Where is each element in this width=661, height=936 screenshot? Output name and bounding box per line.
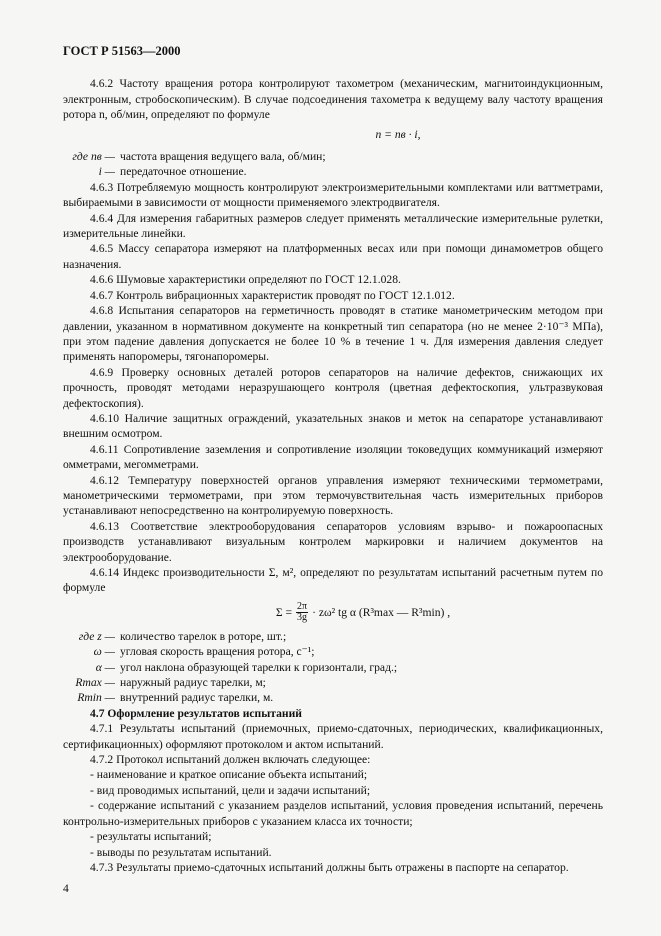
where-item — [63, 149, 603, 164]
where-item — [63, 644, 603, 659]
list-item: - вид проводимых испытаний, цели и задачи испытаний; — [90, 783, 371, 797]
where-text: частота вращения ведущего вала, об/мин; — [120, 150, 326, 164]
where-symbol: Rmax — — [75, 676, 115, 690]
para-4-6-3: 4.6.3 Потребляемую мощность контролируют электроизмерительными комплектами или ваттметрами, выбираемыми в зависимости от мощности применяемого электродвигателя. — [63, 180, 603, 210]
fraction-denominator: 3g — [297, 611, 308, 623]
para-4-6-2: 4.6.2 Частоту вращения ротора контролируют тахометром (механическим, магнитоиндукционным, электронным, стробоскопическим). В случае подсоединения тахометра к ведущему валу частоту вращения ротора n, об/мин, определяют по формуле — [63, 77, 603, 122]
where-item — [63, 690, 603, 705]
formula-capacity-index — [63, 602, 603, 623]
para-4-7-2: 4.7.2 Протокол испытаний должен включать следующее: — [90, 753, 371, 767]
list-item: - содержание испытаний с указанием разделов испытаний, условия проведения испытаний, перечень контрольно-измерительных приборов с указанием класса их точности; — [63, 799, 603, 828]
where-symbol: где z — — [78, 629, 115, 643]
para-4-6-6: 4.6.6 Шумовые характеристики определяют по ГОСТ 12.1.028. — [90, 273, 401, 287]
section-heading-4-7: 4.7 Оформление результатов испытаний — [90, 706, 302, 720]
para-4-6-13: 4.6.13 Соответствие электрооборудования сепараторов условиям взрыво- и пожароопасных производств устанавливают визуальным контролем маркировки и наличием документов на электрооборудование. — [63, 519, 603, 564]
para-4-6-7: 4.6.7 Контроль вибрационных характеристик проводят по ГОСТ 12.1.012. — [90, 288, 455, 302]
formula-fraction — [296, 602, 308, 623]
where-symbol: где nв — — [72, 150, 115, 164]
where-list-1 — [63, 149, 603, 180]
where-symbol: ω — — [93, 645, 115, 659]
formula-rotation-speed: n = nв · i, — [375, 127, 421, 141]
document-header: ГОСТ Р 51563—2000 — [63, 44, 181, 58]
para-4-7-3: 4.7.3 Результаты приемо-сдаточных испытаний должны быть отражены в паспорте на сепаратор. — [90, 860, 569, 874]
where-item — [63, 629, 603, 644]
page-number: 4 — [63, 882, 69, 896]
where-text: внутренний радиус тарелки, м. — [120, 691, 274, 705]
list-item: - результаты испытаний; — [90, 830, 212, 844]
fraction-numerator: 2π — [297, 600, 308, 612]
para-4-6-14: 4.6.14 Индекс производительности Σ, м², определяют по результатам испытаний расчетным путем по формуле — [63, 566, 603, 595]
formula-rhs: · zω² tg α (R³max — R³min) , — [312, 605, 451, 619]
para-4-6-9: 4.6.9 Проверку основных деталей роторов сепараторов на наличие дефектов, снижающих их прочность, проводят методами неразрушающего контроля (цветная дефектоскопия, ультразвуковая дефектоскопия). — [63, 365, 603, 410]
para-4-6-11: 4.6.11 Сопротивление заземления и сопротивление изоляции токоведущих коммуникаций измеряют омметрами, мегомметрами. — [63, 442, 603, 472]
protocol-contents-list — [63, 767, 603, 859]
where-text: передаточное отношение. — [120, 165, 247, 179]
para-4-6-5: 4.6.5 Массу сепаратора измеряют на платформенных весах или при помощи динамометров общего назначения. — [63, 242, 603, 271]
list-item: - выводы по результатам испытаний. — [90, 845, 272, 859]
para-4-6-4: 4.6.4 Для измерения габаритных размеров следует применять металлические измерительные рулетки, измерительные линейки. — [63, 211, 603, 241]
para-4-6-10: 4.6.10 Наличие защитных ограждений, указательных знаков и меток на сепараторе устанавливают внешним осмотром. — [63, 411, 603, 441]
para-4-6-12: 4.6.12 Температуру поверхностей органов управления измеряют техническими термометрами, манометрическими термометрами, при этом термочувствительная часть измерительных приборов устанавливают непосредственно на контролируемую поверхность. — [63, 473, 603, 518]
where-item — [63, 660, 603, 675]
where-text: количество тарелок в роторе, шт.; — [120, 629, 287, 643]
where-item — [63, 675, 603, 690]
where-symbol: i — — [98, 165, 115, 179]
where-symbol: α — — [95, 660, 115, 674]
where-text: угол наклона образующей тарелки к горизонтали, град.; — [120, 660, 398, 674]
formula-lhs: Σ = — [275, 605, 292, 619]
para-4-6-8: 4.6.8 Испытания сепараторов на герметичность проводят в статике манометрическим методом при давлении, указанном в нормативном документе на конкретный тип сепаратора (но не менее 2·10⁻³ МПа), при этом падение давления допускается не более 10 % в течение 1 ч. Для измерения давления следует применять напоромеры, тягонапоромеры. — [63, 304, 603, 364]
where-text: наружный радиус тарелки, м; — [120, 676, 266, 690]
para-4-7-1: 4.7.1 Результаты испытаний (приемочных, приемо-сдаточных, периодических, квалификационных, сертификационных) оформляют протоколом и актом испытаний. — [63, 722, 603, 751]
where-symbol: Rmin — — [77, 691, 115, 705]
where-item — [63, 164, 603, 179]
where-list-2 — [63, 629, 603, 706]
list-item: - наименование и краткое описание объекта испытаний; — [90, 768, 368, 782]
where-text: угловая скорость вращения ротора, с⁻¹; — [120, 645, 315, 659]
